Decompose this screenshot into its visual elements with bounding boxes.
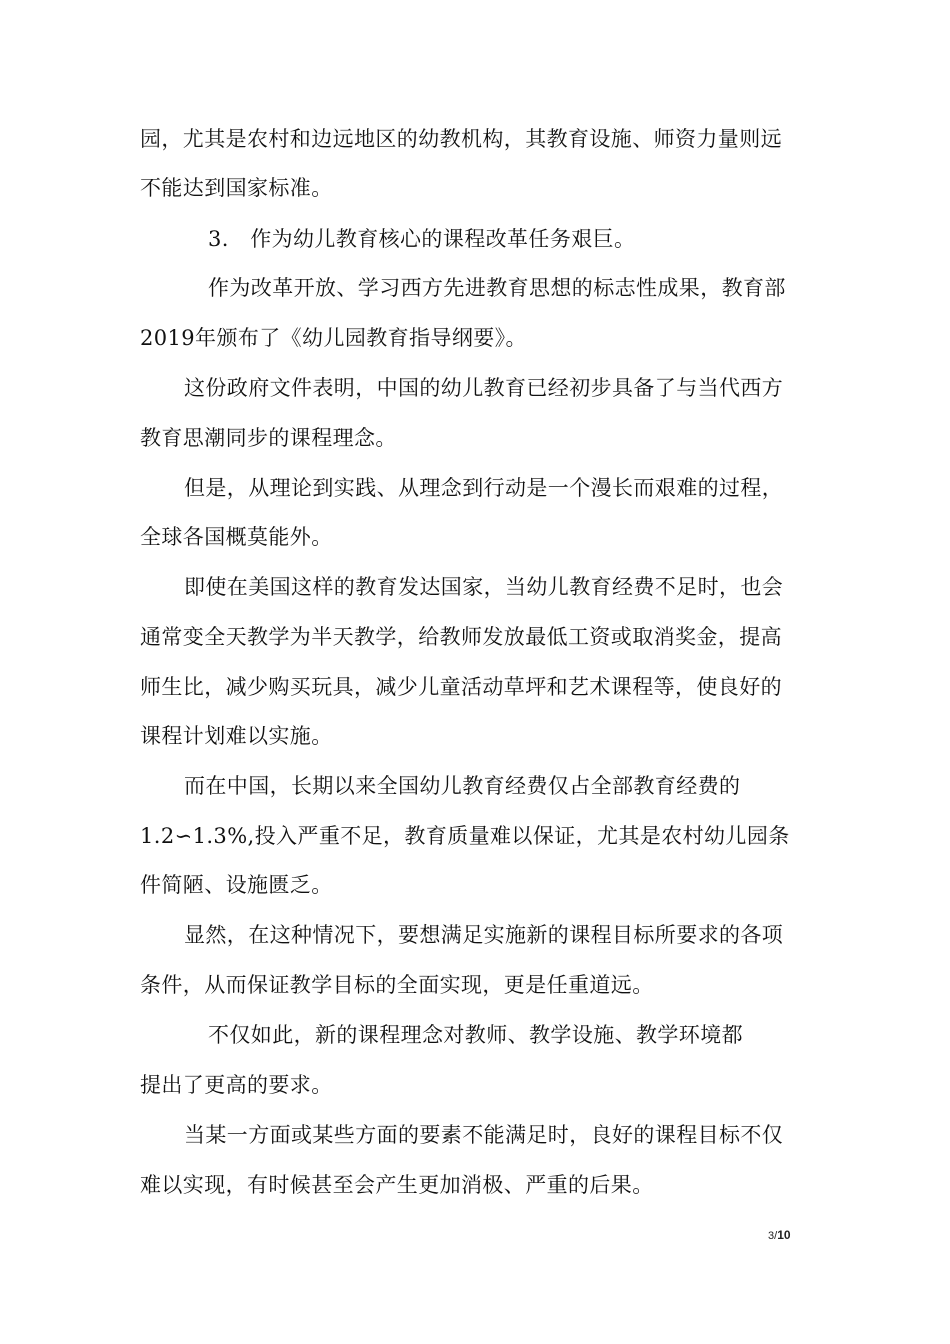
text-line: 难以实现，有时候甚至会产生更加消极、严重的后果。: [140, 1173, 654, 1197]
text-line: 师生比，减少购买玩具，减少儿童活动草坪和艺术课程等，使良好的: [140, 675, 782, 699]
text-line: 园，尤其是农村和边远地区的幼教机构，其教育设施、师资力量则远: [140, 127, 782, 151]
text-line: 2019年颁布了《幼儿园教育指导纲要》。: [140, 326, 527, 350]
text-line: 不仅如此，新的课程理念对教师、教学设施、教学环境都: [208, 1023, 743, 1047]
text-line: 全球各国概莫能外。: [140, 525, 333, 549]
page-current: 3/: [768, 1230, 778, 1242]
text-line: 1.2∽1.3%,投入严重不足，教育质量难以保证，尤其是农村幼儿园条: [140, 824, 790, 848]
text-line: 件简陋、设施匮乏。: [140, 873, 333, 897]
text-line: 而在中国，长期以来全国幼儿教育经费仅占全部教育经费的: [184, 774, 741, 798]
text-line: 作为改革开放、学习西方先进教育思想的标志性成果，教育部: [208, 276, 786, 300]
text-line: 不能达到国家标准。: [140, 176, 333, 200]
text-line: 即使在美国这样的教育发达国家，当幼儿教育经费不足时，也会: [184, 575, 784, 599]
page-total: 10: [777, 1228, 791, 1242]
text-line: 提出了更高的要求。: [140, 1073, 333, 1097]
page-number: [768, 1228, 791, 1242]
text-line: 显然，在这种情况下，要想满足实施新的课程目标所要求的各项: [184, 923, 784, 947]
text-line: 当某一方面或某些方面的要素不能满足时，良好的课程目标不仅: [184, 1123, 784, 1147]
text-line: 3. 作为幼儿教育核心的课程改革任务艰巨。: [208, 227, 636, 251]
text-line: 课程计划难以实施。: [140, 724, 333, 748]
text-line: 教育思潮同步的课程理念。: [140, 426, 397, 450]
text-line: 通常变全天教学为半天教学，给教师发放最低工资或取消奖金，提高: [140, 625, 782, 649]
text-line: 这份政府文件表明，中国的幼儿教育已经初步具备了与当代西方: [184, 376, 784, 400]
text-line: 条件，从而保证教学目标的全面实现，更是任重道远。: [140, 973, 654, 997]
text-line: 但是，从理论到实践、从理念到行动是一个漫长而艰难的过程，: [184, 476, 784, 500]
